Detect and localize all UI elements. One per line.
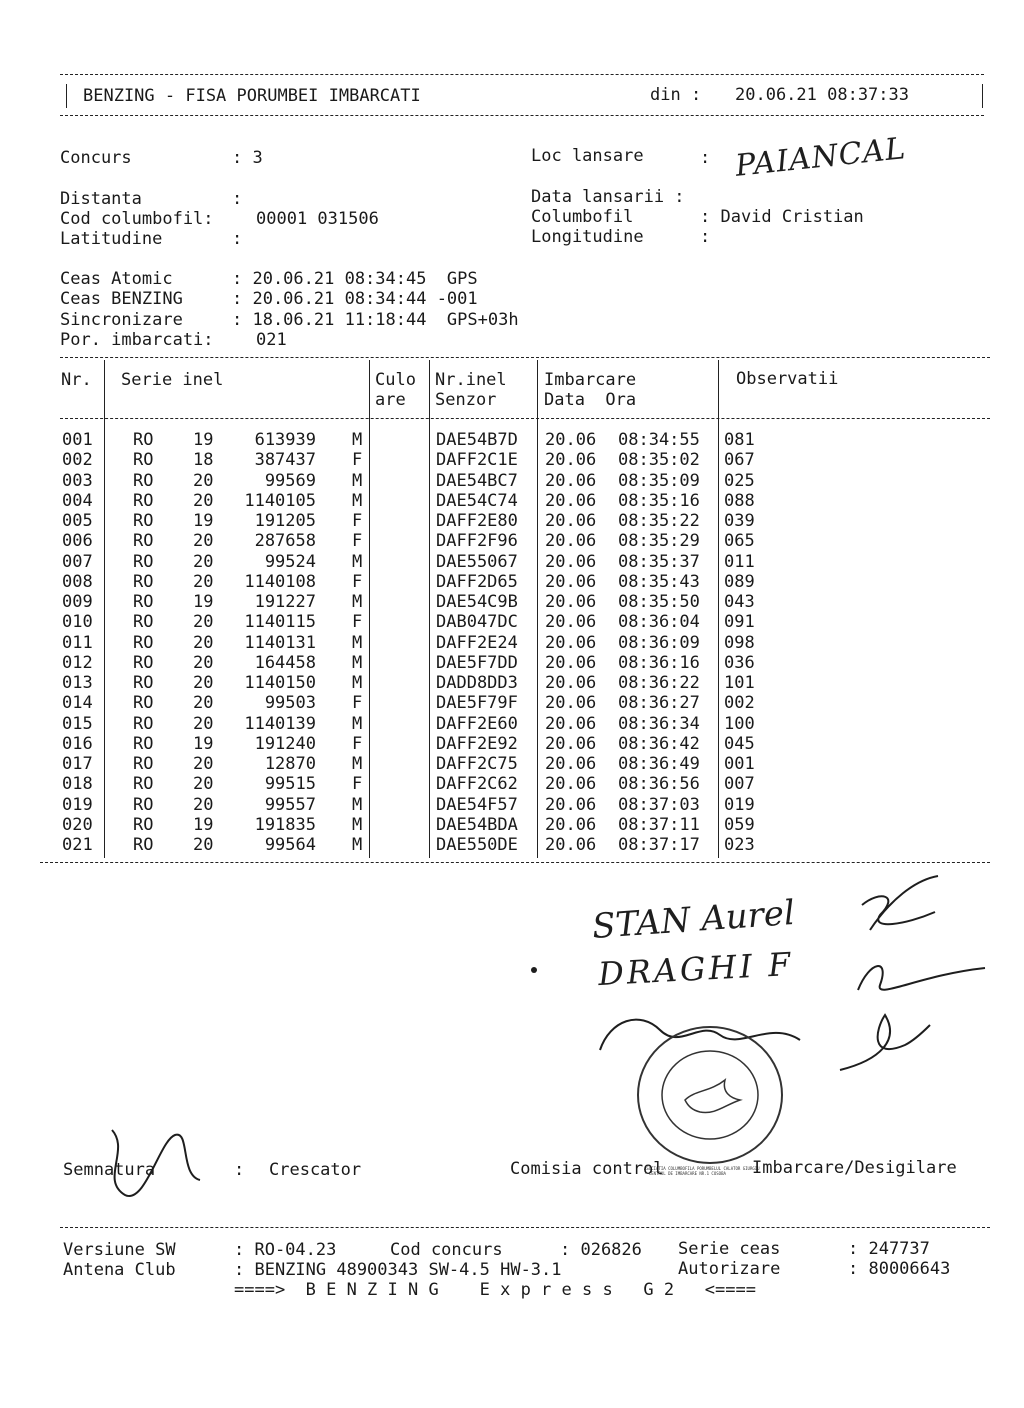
cell-senzor: DAFF2E24	[436, 632, 518, 653]
cell-data: 20.06	[545, 531, 597, 552]
cell-tara: RO	[133, 673, 154, 693]
ceas-benzing-value: : 20.06.21 08:34:44 -001	[232, 289, 478, 309]
cell-senzor: DAE54BDA	[436, 814, 518, 835]
cell-inel: 1140108	[244, 571, 316, 592]
cell-data: 20.06	[545, 612, 597, 633]
th-imbarcare-2: Data Ora	[544, 390, 637, 410]
cell-obs: 043	[724, 592, 755, 612]
cell-nr: 004	[62, 490, 93, 511]
cell-data: 20.06	[545, 470, 597, 491]
cell-inel: 99524	[264, 551, 316, 572]
cell-tara: RO	[133, 693, 154, 714]
cell-tara: RO	[133, 612, 154, 633]
crescator-label: Crescator	[269, 1160, 362, 1180]
cell-an: 20	[193, 632, 214, 653]
cell-obs: 011	[724, 551, 755, 572]
cell-senzor: DAE54F57	[436, 794, 518, 815]
cell-inel: 387437	[254, 450, 316, 471]
cell-sex: M	[352, 470, 363, 491]
cell-an: 20	[193, 490, 214, 511]
autorizare-value: : 80006643	[848, 1259, 951, 1279]
cell-ora: 08:35:37	[618, 551, 700, 572]
cell-inel: 287658	[254, 531, 316, 552]
cell-inel: 164458	[254, 652, 316, 673]
cell-an: 20	[193, 612, 214, 633]
cell-an: 20	[193, 835, 214, 855]
cell-obs: 088	[724, 490, 755, 511]
cell-nr: 003	[62, 470, 93, 491]
cell-inel: 99515	[264, 774, 316, 795]
cod-concurs-value: : 026826	[560, 1240, 642, 1260]
cell-obs: 081	[724, 430, 755, 450]
cell-tara: RO	[133, 430, 154, 450]
cell-data: 20.06	[545, 693, 597, 714]
cell-nr: 002	[62, 450, 93, 471]
cell-obs: 023	[724, 835, 755, 855]
cell-ora: 08:35:50	[618, 592, 700, 612]
cell-inel: 99557	[264, 794, 316, 815]
cell-tara: RO	[133, 754, 154, 774]
th-culoare-1: Culo	[375, 370, 416, 390]
cell-ora: 08:37:11	[618, 814, 700, 835]
cell-sex: F	[352, 612, 363, 633]
cell-obs: 098	[724, 632, 755, 653]
cell-obs: 001	[724, 754, 755, 774]
cell-senzor: DAFF2E92	[436, 733, 518, 754]
cell-sex: M	[352, 835, 363, 855]
ceas-benzing-label: Ceas BENZING	[60, 289, 183, 309]
cell-sex: F	[352, 511, 363, 531]
cell-obs: 089	[724, 571, 755, 592]
cell-senzor: DAE5F7DD	[436, 652, 518, 673]
antena-club-label: Antena Club	[63, 1260, 176, 1280]
cell-ora: 08:35:16	[618, 490, 700, 511]
cell-an: 20	[193, 531, 214, 552]
cell-sex: M	[352, 754, 363, 774]
cell-senzor: DAFF2E80	[436, 511, 518, 531]
cell-inel: 613939	[254, 430, 316, 450]
cell-data: 20.06	[545, 814, 597, 835]
cell-nr: 010	[62, 612, 93, 633]
cell-an: 20	[193, 693, 214, 714]
cell-an: 19	[193, 511, 214, 531]
th-nr: Nr.	[61, 370, 92, 390]
cell-obs: 091	[724, 612, 755, 633]
cell-data: 20.06	[545, 673, 597, 693]
cell-an: 18	[193, 450, 214, 471]
document-title: BENZING - FISA PORUMBEI IMBARCATI	[83, 86, 421, 106]
cell-data: 20.06	[545, 592, 597, 612]
cell-an: 20	[193, 794, 214, 815]
cell-ora: 08:35:09	[618, 470, 700, 491]
cell-senzor: DADD8DD3	[436, 673, 518, 693]
cell-ora: 08:37:17	[618, 835, 700, 855]
cell-ora: 08:36:16	[618, 652, 700, 673]
cell-tara: RO	[133, 470, 154, 491]
cell-nr: 007	[62, 551, 93, 572]
cell-ora: 08:35:43	[618, 571, 700, 592]
cell-sex: F	[352, 774, 363, 795]
cell-tara: RO	[133, 733, 154, 754]
commission-name-2: DRAGHI F	[597, 944, 795, 994]
cell-inel: 191240	[254, 733, 316, 754]
semnatura-label: Semnatura	[63, 1160, 156, 1180]
cell-obs: 067	[724, 450, 755, 471]
cell-ora: 08:36:09	[618, 632, 700, 653]
por-imbarcati-value: 021	[256, 330, 287, 350]
cell-sex: M	[352, 652, 363, 673]
cell-sex: M	[352, 551, 363, 572]
cell-tara: RO	[133, 551, 154, 572]
columbofil-value: : David Cristian	[700, 207, 864, 227]
cell-an: 19	[193, 430, 214, 450]
th-observatii: Observatii	[736, 369, 839, 389]
cell-ora: 08:36:34	[618, 713, 700, 734]
comisia-control-label: Comisia control	[510, 1159, 664, 1179]
cell-inel: 99569	[264, 470, 316, 491]
cell-obs: 036	[724, 652, 755, 673]
cell-nr: 011	[62, 632, 93, 653]
cell-senzor: DAE55067	[436, 551, 518, 572]
cell-data: 20.06	[545, 450, 597, 471]
commission-stamp	[630, 1020, 790, 1170]
cell-an: 19	[193, 814, 214, 835]
cell-senzor: DAFF2F96	[436, 531, 518, 552]
distanta-label: Distanta	[60, 189, 142, 209]
cell-obs: 059	[724, 814, 755, 835]
cell-ora: 08:36:04	[618, 612, 700, 633]
distanta-value: :	[232, 189, 243, 209]
cell-an: 20	[193, 713, 214, 734]
cell-nr: 012	[62, 652, 93, 673]
cell-sex: F	[352, 693, 363, 714]
din-label: din :	[650, 85, 702, 105]
cell-data: 20.06	[545, 490, 597, 511]
cell-sex: M	[352, 490, 363, 511]
cell-nr: 017	[62, 754, 93, 774]
cell-senzor: DAFF2C75	[436, 754, 518, 774]
cell-tara: RO	[133, 511, 154, 531]
cell-nr: 001	[62, 430, 93, 450]
cell-sex: F	[352, 450, 363, 471]
commission-name-1: STAN Aurel	[590, 892, 797, 948]
cell-senzor: DAB047DC	[436, 612, 518, 633]
cell-sex: M	[352, 794, 363, 815]
cell-ora: 08:35:29	[618, 531, 700, 552]
cell-tara: RO	[133, 794, 154, 815]
cod-concurs-label: Cod concurs	[390, 1240, 503, 1260]
cell-senzor: DAE54BC7	[436, 470, 518, 491]
concurs-value: : 3	[232, 148, 263, 168]
cell-inel: 191227	[254, 592, 316, 612]
cell-obs: 065	[724, 531, 755, 552]
latitudine-value: :	[232, 229, 243, 249]
cell-tara: RO	[133, 531, 154, 552]
cell-senzor: DAE54C9B	[436, 592, 518, 612]
cell-nr: 019	[62, 794, 93, 815]
cell-nr: 014	[62, 693, 93, 714]
sincronizare-label: Sincronizare	[60, 310, 183, 330]
cell-an: 19	[193, 733, 214, 754]
cell-inel: 1140105	[244, 490, 316, 511]
cell-obs: 100	[724, 713, 755, 734]
th-imbarcare-1: Imbarcare	[544, 370, 637, 390]
cell-data: 20.06	[545, 754, 597, 774]
cell-nr: 020	[62, 814, 93, 835]
cell-tara: RO	[133, 652, 154, 673]
cell-an: 19	[193, 592, 214, 612]
cell-tara: RO	[133, 450, 154, 471]
loc-lansare-label: Loc lansare	[531, 146, 644, 166]
cell-ora: 08:37:03	[618, 794, 700, 815]
cell-inel: 1140115	[244, 612, 316, 633]
benzing-banner: ====> B E N Z I N G E x p r e s s G 2 <====	[234, 1280, 756, 1300]
cell-nr: 005	[62, 511, 93, 531]
data-lansarii-label: Data lansarii :	[531, 187, 685, 207]
cell-tara: RO	[133, 571, 154, 592]
cell-data: 20.06	[545, 835, 597, 855]
th-culoare-2: are	[375, 390, 406, 410]
cell-an: 20	[193, 551, 214, 572]
cell-nr: 009	[62, 592, 93, 612]
cell-senzor: DAFF2E60	[436, 713, 518, 734]
cell-ora: 08:35:22	[618, 511, 700, 531]
cell-data: 20.06	[545, 774, 597, 795]
cell-inel: 99503	[264, 693, 316, 714]
por-imbarcati-label: Por. imbarcati:	[60, 330, 214, 350]
footer-divider	[60, 1227, 990, 1228]
cell-an: 20	[193, 754, 214, 774]
cell-obs: 045	[724, 733, 755, 754]
cell-sex: M	[352, 592, 363, 612]
cell-tara: RO	[133, 592, 154, 612]
cell-tara: RO	[133, 490, 154, 511]
cell-ora: 08:36:22	[618, 673, 700, 693]
cell-nr: 015	[62, 713, 93, 734]
cell-sex: F	[352, 531, 363, 552]
th-nr-inel-2: Senzor	[435, 390, 497, 410]
cell-data: 20.06	[545, 713, 597, 734]
concurs-label: Concurs	[60, 148, 132, 168]
serie-ceas-value: : 247737	[848, 1239, 930, 1259]
ceas-atomic-label: Ceas Atomic	[60, 269, 173, 289]
cell-senzor: DAFF2C62	[436, 774, 518, 795]
antena-club-value: : BENZING 48900343 SW-4.5 HW-3.1	[234, 1260, 562, 1280]
cell-nr: 008	[62, 571, 93, 592]
versiune-sw-label: Versiune SW	[63, 1240, 176, 1260]
din-value: 20.06.21 08:37:33	[735, 85, 909, 105]
imbarcare-desigilare-label: Imbarcare/Desigilare	[752, 1158, 957, 1178]
cell-an: 20	[193, 673, 214, 693]
cell-senzor: DAE54B7D	[436, 430, 518, 450]
cod-columbofil-label: Cod columbofil:	[60, 209, 214, 229]
cell-ora: 08:34:55	[618, 430, 700, 450]
cell-inel: 99564	[264, 835, 316, 855]
cell-ora: 08:36:27	[618, 693, 700, 714]
autorizare-label: Autorizare	[678, 1259, 781, 1279]
cell-obs: 039	[724, 511, 755, 531]
cell-tara: RO	[133, 632, 154, 653]
cell-nr: 018	[62, 774, 93, 795]
semnatura-colon: :	[234, 1160, 245, 1180]
cell-sex: M	[352, 713, 363, 734]
cell-inel: 12870	[264, 754, 316, 774]
cell-ora: 08:36:42	[618, 733, 700, 754]
th-serie-inel: Serie inel	[121, 370, 224, 390]
longitudine-label: Longitudine	[531, 227, 644, 247]
cell-sex: M	[352, 632, 363, 653]
cell-sex: F	[352, 733, 363, 754]
cell-inel: 191205	[254, 511, 316, 531]
cell-senzor: DAE54C74	[436, 490, 518, 511]
cell-tara: RO	[133, 814, 154, 835]
longitudine-value: :	[700, 227, 711, 247]
cell-obs: 101	[724, 673, 755, 693]
cell-tara: RO	[133, 713, 154, 734]
cell-nr: 006	[62, 531, 93, 552]
cell-senzor: DAFF2C1E	[436, 450, 518, 471]
cell-data: 20.06	[545, 571, 597, 592]
serie-ceas-label: Serie ceas	[678, 1239, 781, 1259]
cell-data: 20.06	[545, 551, 597, 572]
cell-inel: 1140139	[244, 713, 316, 734]
cell-data: 20.06	[545, 794, 597, 815]
loc-lansare-colon: :	[700, 148, 711, 168]
cell-data: 20.06	[545, 511, 597, 531]
cell-data: 20.06	[545, 733, 597, 754]
cell-ora: 08:36:49	[618, 754, 700, 774]
cell-data: 20.06	[545, 632, 597, 653]
th-nr-inel-1: Nr.inel	[435, 370, 507, 390]
cell-obs: 002	[724, 693, 755, 714]
columbofil-label: Columbofil	[531, 207, 634, 227]
cell-an: 20	[193, 652, 214, 673]
stamp-caption: ASOCIATIA COLUMBOFILA PORUMBELUL CALATOR GIURGIU · CENTRUL DE IMBARCARE NR.1 COSOBA	[644, 1166, 760, 1176]
cell-senzor: DAFF2D65	[436, 571, 518, 592]
cell-inel: 1140150	[244, 673, 316, 693]
cell-senzor: DAE550DE	[436, 835, 518, 855]
cell-obs: 025	[724, 470, 755, 491]
cell-nr: 013	[62, 673, 93, 693]
cell-inel: 1140131	[244, 632, 316, 653]
cell-sex: M	[352, 673, 363, 693]
cell-ora: 08:35:02	[618, 450, 700, 471]
cell-data: 20.06	[545, 430, 597, 450]
latitudine-label: Latitudine	[60, 229, 163, 249]
cell-an: 20	[193, 571, 214, 592]
ceas-atomic-value: : 20.06.21 08:34:45 GPS	[232, 269, 478, 289]
cod-columbofil-value: 00001 031506	[256, 209, 379, 229]
cell-data: 20.06	[545, 652, 597, 673]
sincronizare-value: : 18.06.21 11:18:44 GPS+03h	[232, 310, 519, 330]
cell-an: 20	[193, 470, 214, 491]
cell-tara: RO	[133, 835, 154, 855]
cell-nr: 021	[62, 835, 93, 855]
cell-inel: 191835	[254, 814, 316, 835]
cell-sex: M	[352, 814, 363, 835]
cell-tara: RO	[133, 774, 154, 795]
cell-sex: M	[352, 430, 363, 450]
cell-obs: 007	[724, 774, 755, 795]
cell-an: 20	[193, 774, 214, 795]
cell-sex: F	[352, 571, 363, 592]
loc-lansare-handwritten: PAIANCAL	[733, 131, 908, 184]
cell-nr: 016	[62, 733, 93, 754]
versiune-sw-value: : RO-04.23	[234, 1240, 337, 1260]
cell-obs: 019	[724, 794, 755, 815]
cell-senzor: DAE5F79F	[436, 693, 518, 714]
cell-ora: 08:36:56	[618, 774, 700, 795]
